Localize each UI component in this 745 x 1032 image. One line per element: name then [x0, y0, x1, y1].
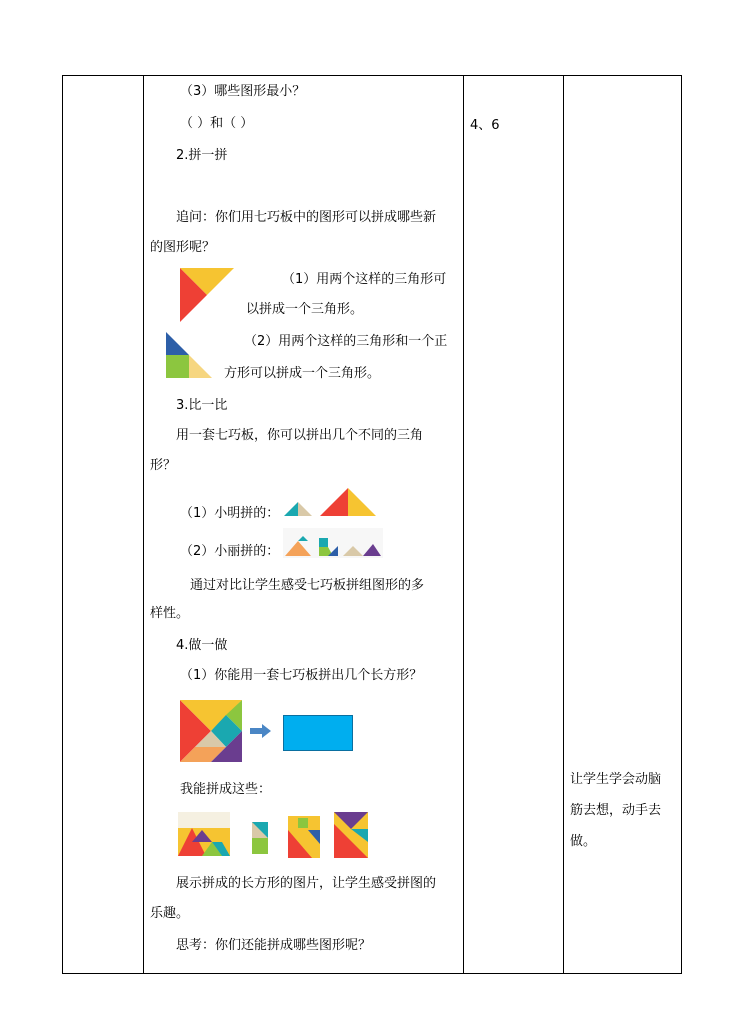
section-3-note-line1: 通过对比让学生感受七巧板拼组图形的多	[190, 578, 425, 593]
section-3-title: 3.比一比	[176, 398, 228, 413]
green-square	[166, 355, 189, 378]
item1-line1: （1）用两个这样的三角形可	[282, 272, 447, 287]
follow-up-question-line1: 追问：你们用七巧板中的图形可以拼成哪些新	[176, 210, 437, 225]
xiaoming-triangles-image	[284, 488, 376, 517]
rectangle-shape	[283, 715, 353, 751]
section-3-question-line1: 用一套七巧板，你可以拼出几个不同的三角	[176, 428, 424, 443]
intent-line1: 让学生学会动脑	[570, 772, 662, 787]
answer-text: 4、6	[470, 118, 500, 133]
teal-square	[319, 538, 328, 547]
item2-line2: 方形可以拼成一个三角形。	[224, 366, 381, 381]
section-4-question: （1）你能用一套七巧板拼出几个长方形？	[180, 668, 423, 683]
section-3-note-line2: 样性。	[150, 606, 190, 621]
column-divider	[563, 76, 564, 973]
show-rectangles-line1: 展示拼成的长方形的图片，让学生感受拼图的	[176, 876, 437, 891]
tangram-square-image	[180, 700, 242, 762]
rectangle-example-4	[334, 812, 368, 858]
follow-up-question-line2: 的图形呢？	[150, 240, 216, 255]
column-divider	[463, 76, 464, 973]
green-square	[298, 818, 308, 828]
q3-title: （3）哪些图形最小？	[180, 84, 306, 99]
yellow-triangle	[348, 488, 376, 516]
teal-triangle	[284, 502, 298, 516]
section-2-title: 2.拼一拼	[176, 148, 228, 163]
light-triangle	[189, 355, 212, 378]
green-square	[252, 838, 268, 854]
red-triangle	[320, 488, 348, 516]
xiaoli-triangles-image	[283, 528, 383, 558]
item2-line1: （2）用两个这样的三角形和一个正	[244, 334, 448, 349]
rectangle-example-1	[178, 812, 230, 856]
xiaoming-label: （1）小明拼的：	[180, 506, 280, 521]
show-rectangles-line2: 乐趣。	[150, 906, 190, 921]
two-triangles-image	[180, 268, 235, 322]
think-question: 思考：你们还能拼成哪些图形呢？	[176, 938, 372, 953]
intent-line3: 做。	[570, 834, 597, 849]
rectangle-example-3	[288, 816, 320, 858]
rectangle-example-2	[252, 822, 268, 854]
blue-triangle	[166, 332, 189, 355]
q3-blank: （ ）和（ ）	[180, 116, 254, 131]
column-divider	[143, 76, 144, 973]
triangles-and-square-image	[166, 332, 212, 379]
intent-line2: 筋去想，动手去	[570, 803, 662, 818]
xiaoli-label: （2）小丽拼的：	[180, 544, 280, 559]
arrow-icon	[250, 724, 272, 738]
can-make-label: 我能拼成这些：	[180, 782, 272, 797]
item1-line2: 以拼成一个三角形。	[246, 302, 364, 317]
section-3-question-line2: 形？	[150, 458, 177, 473]
section-4-title: 4.做一做	[176, 638, 228, 653]
tan-triangle	[298, 502, 312, 516]
